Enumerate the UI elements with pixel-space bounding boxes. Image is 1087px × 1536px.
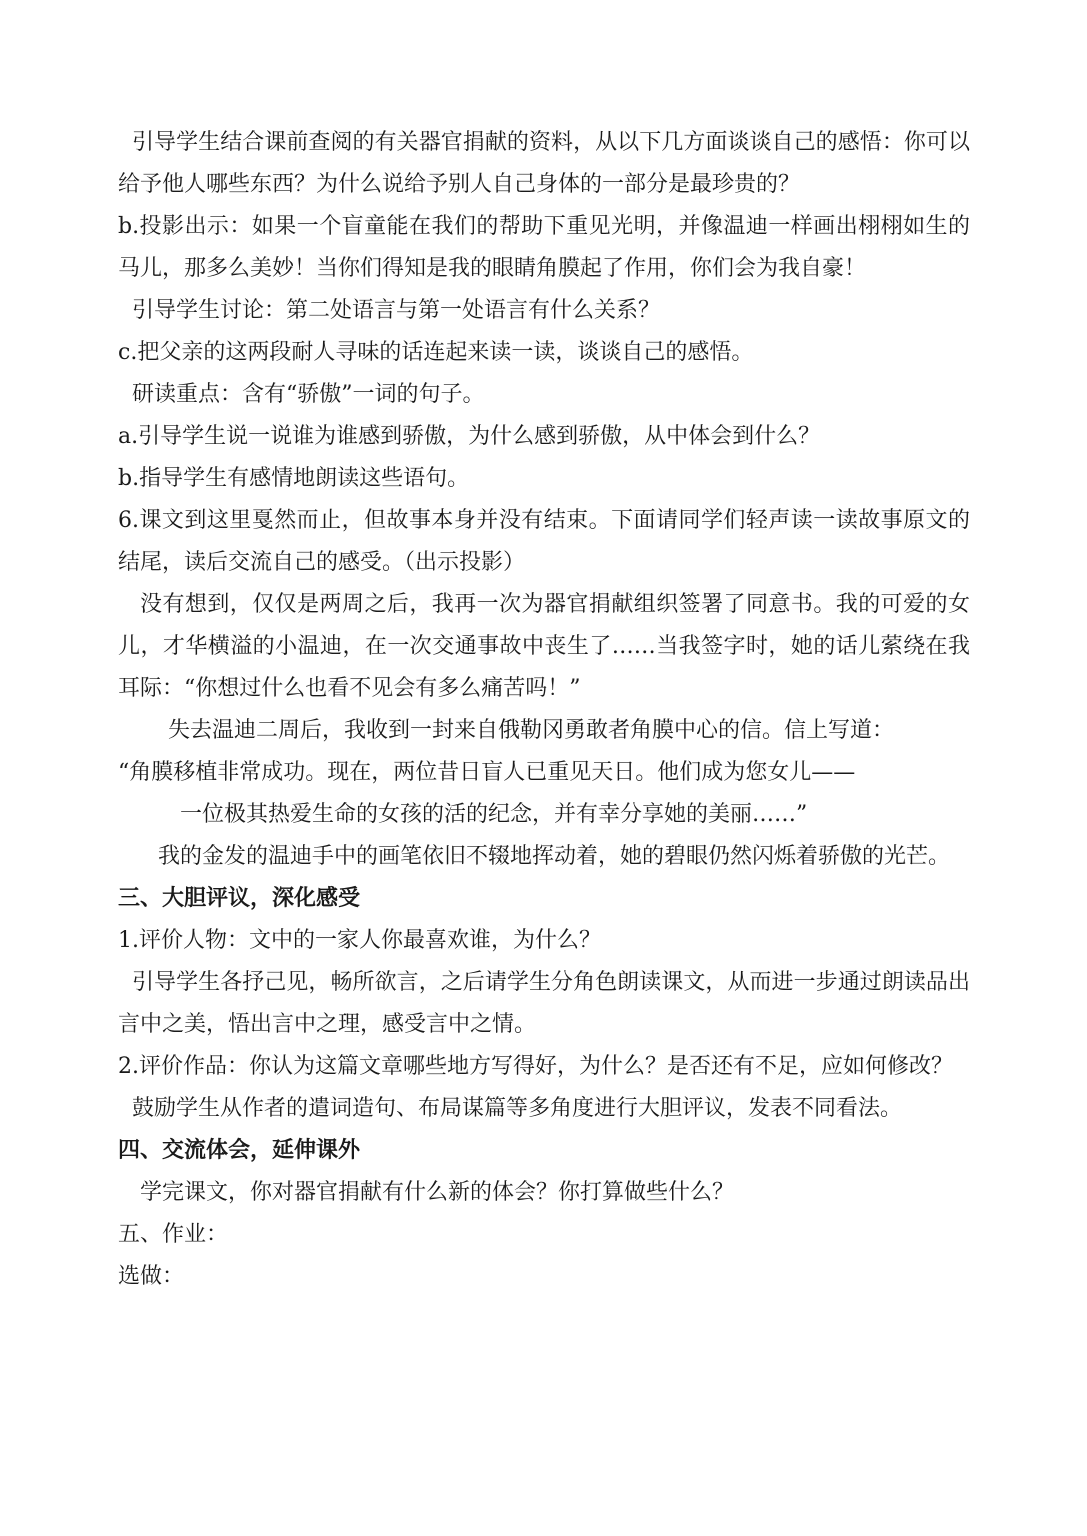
- paragraph-encourage-students: 鼓励学生从作者的遣词造句、布局谋篇等多角度进行大胆评议，发表不同看法。: [132, 1096, 903, 1121]
- paragraph-letter-quote: “角膜移植非常成功。现在，两位昔日盲人已重见天日。他们成为您女儿——: [118, 760, 856, 785]
- paragraph-evaluate-work: 2.评价作品：你认为这篇文章哪些地方写得好，为什么？是否还有不足，应如何修改？: [118, 1054, 953, 1079]
- paragraph-organ-donation-guidance: 引导学生结合课前查阅的有关器官捐献的资料，从以下几方面谈谈自己的感悟：你可以给予他人哪些东西？为什么说给予别人自己身体的一部分是最珍贵的？: [118, 130, 970, 197]
- paragraph-item-a: a.引导学生说一说谁为谁感到骄傲，为什么感到骄傲，从中体会到什么？: [118, 424, 821, 449]
- section-heading-homework: 五、作业：: [118, 1222, 229, 1247]
- paragraph-reflection-question: 学完课文，你对器官捐献有什么新的体会？你打算做些什么？: [140, 1180, 735, 1205]
- paragraph-wendy-brush: 我的金发的温迪手中的画笔依旧不辍地挥动着，她的碧眼仍然闪烁着骄傲的光芒。: [158, 844, 951, 869]
- paragraph-item-b-reading: b.指导学生有感情地朗读这些语句。: [118, 466, 470, 491]
- section-heading-three: 三、大胆评议，深化感受: [118, 886, 361, 911]
- document-body: [118, 122, 970, 1298]
- paragraph-discussion-guidance: 引导学生讨论：第二处语言与第一处语言有什么关系？: [132, 298, 661, 323]
- section-heading-four: 四、交流体会，延伸课外: [118, 1138, 361, 1163]
- paragraph-evaluate-characters: 1.评价人物：文中的一家人你最喜欢谁，为什么？: [118, 928, 601, 953]
- paragraph-evaluate-guidance: 引导学生各抒己见，畅所欲言，之后请学生分角色朗读课文，从而进一步通过朗读品出言中之美，悟出言中之理，感受言中之情。: [118, 970, 970, 1037]
- paragraph-optional: 选做：: [118, 1264, 185, 1289]
- paragraph-projection-b: b.投影出示：如果一个盲童能在我们的帮助下重见光明，并像温迪一样画出栩栩如生的马儿，那多么美妙！当你们得知是我的眼睛角膜起了作用，你们会为我自豪！: [118, 214, 970, 281]
- paragraph-original-ending: 没有想到，仅仅是两周之后，我再一次为器官捐献组织签署了同意书。我的可爱的女儿，才华横溢的小温迪，在一次交通事故中丧生了……当我签字时，她的话儿萦绕在我耳际：“你想过什么也看不见会有多么痛苦吗！”: [118, 592, 970, 701]
- paragraph-item-6: 6.课文到这里戛然而止，但故事本身并没有结束。下面请同学们轻声读一读故事原文的结尾，读后交流自己的感受。（出示投影）: [118, 508, 970, 575]
- paragraph-letter-intro: 失去温迪二周后，我收到一封来自俄勒冈勇敢者角膜中心的信。信上写道：: [168, 718, 895, 743]
- paragraph-study-focus: 研读重点：含有“骄傲”一词的句子。: [132, 382, 485, 407]
- paragraph-item-c: c.把父亲的这两段耐人寻味的话连起来读一读，谈谈自己的感悟。: [118, 340, 754, 365]
- paragraph-letter-quote-cont: 一位极其热爱生命的女孩的活的纪念，并有幸分享她的美丽……”: [180, 802, 808, 827]
